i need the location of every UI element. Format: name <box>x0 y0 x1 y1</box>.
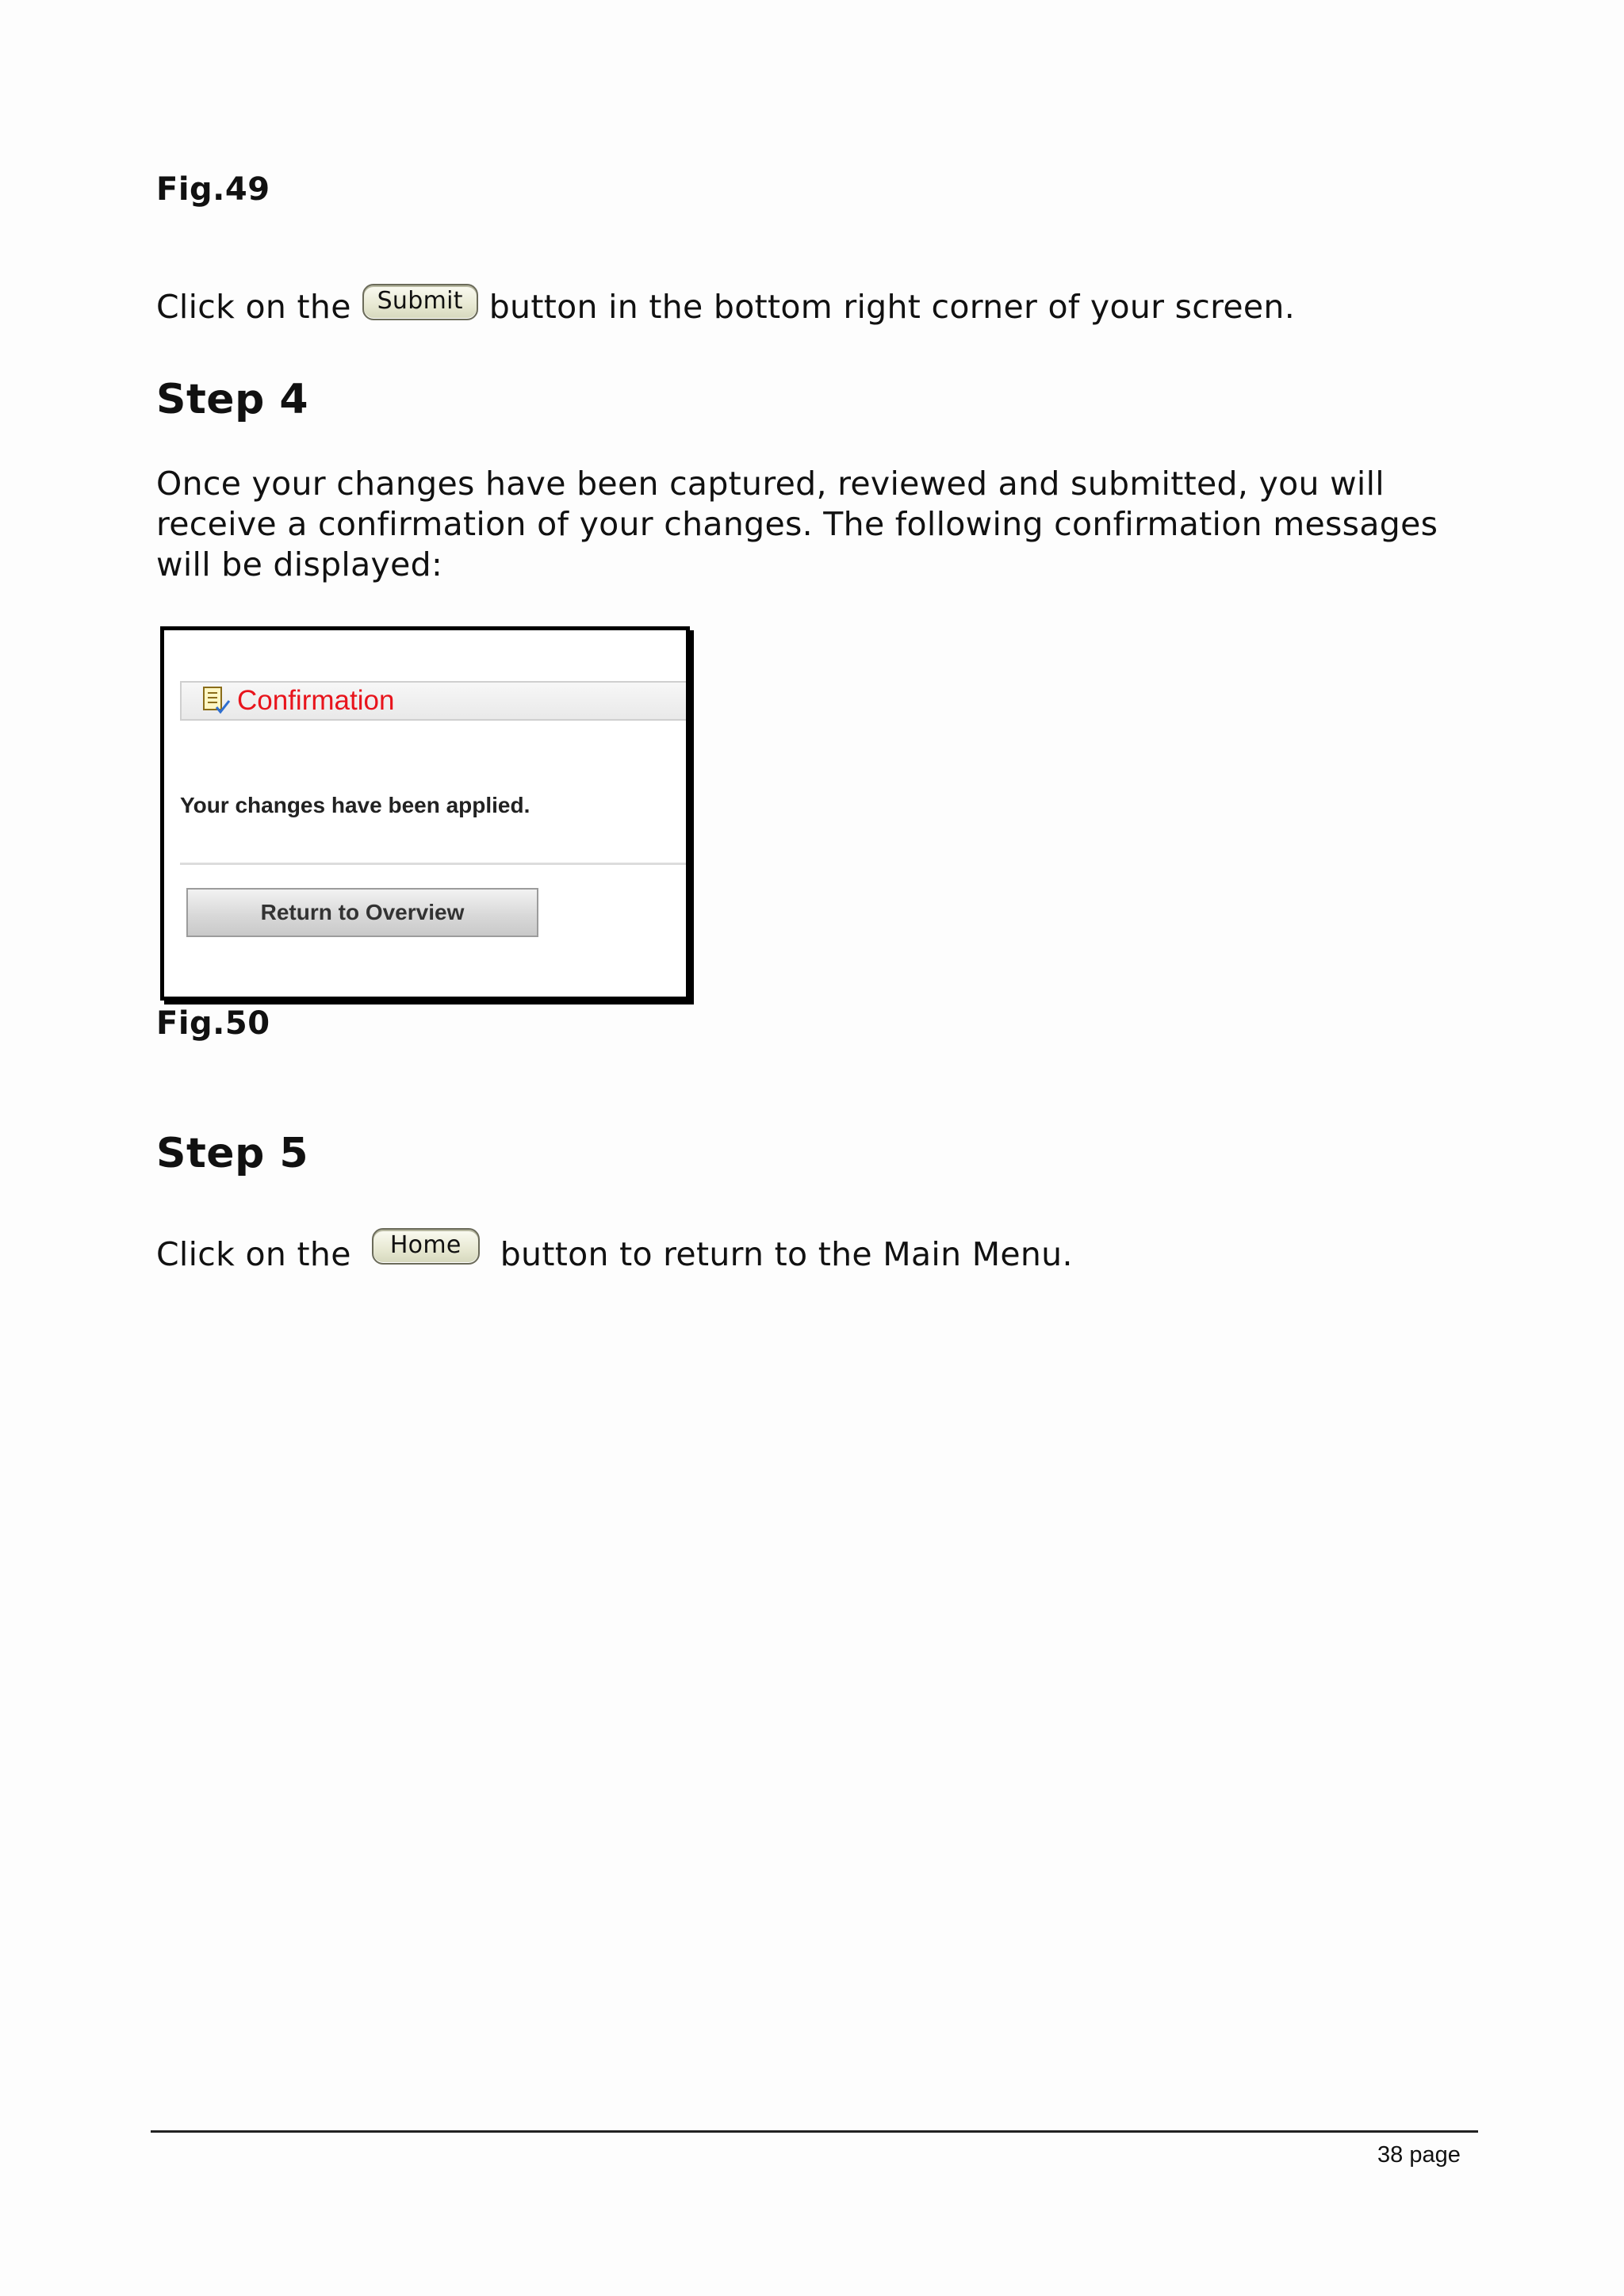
confirmation-title: Confirmation <box>237 685 395 716</box>
return-to-overview-button[interactable]: Return to Overview <box>186 888 538 937</box>
figure-label-50: Fig.50 <box>156 1005 270 1042</box>
confirmation-screenshot <box>160 626 690 1001</box>
confirmation-message: Your changes have been applied. <box>180 793 530 817</box>
home-instruction <box>156 1230 1073 1275</box>
step-4-line: will be displayed: <box>156 545 443 584</box>
footer-divider <box>151 2130 1478 2133</box>
confirmation-header <box>180 681 690 721</box>
figure-label-49: Fig.49 <box>156 171 270 208</box>
page-number: 38 page <box>1377 2142 1461 2168</box>
step-4-line: Once your changes have been captured, reviewed and submitted, you will <box>156 465 1385 503</box>
step-5-title: Step 5 <box>156 1130 309 1177</box>
home-instruction-after: button to return to the Main Menu. <box>500 1235 1073 1273</box>
step-4-title: Step 4 <box>156 376 309 423</box>
divider <box>180 863 690 865</box>
submit-button[interactable]: Submit <box>362 284 478 320</box>
home-button[interactable]: Home <box>372 1228 480 1265</box>
submit-instruction-before: Click on the <box>156 288 351 326</box>
step-4-paragraph <box>156 464 1438 585</box>
home-instruction-before: Click on the <box>156 1235 351 1273</box>
document-check-icon <box>201 685 232 717</box>
submit-instruction-after: button in the bottom right corner of your screen. <box>488 288 1296 326</box>
step-4-line: receive a confirmation of your changes. The following confirmation messages <box>156 505 1438 543</box>
submit-instruction <box>156 287 1295 327</box>
